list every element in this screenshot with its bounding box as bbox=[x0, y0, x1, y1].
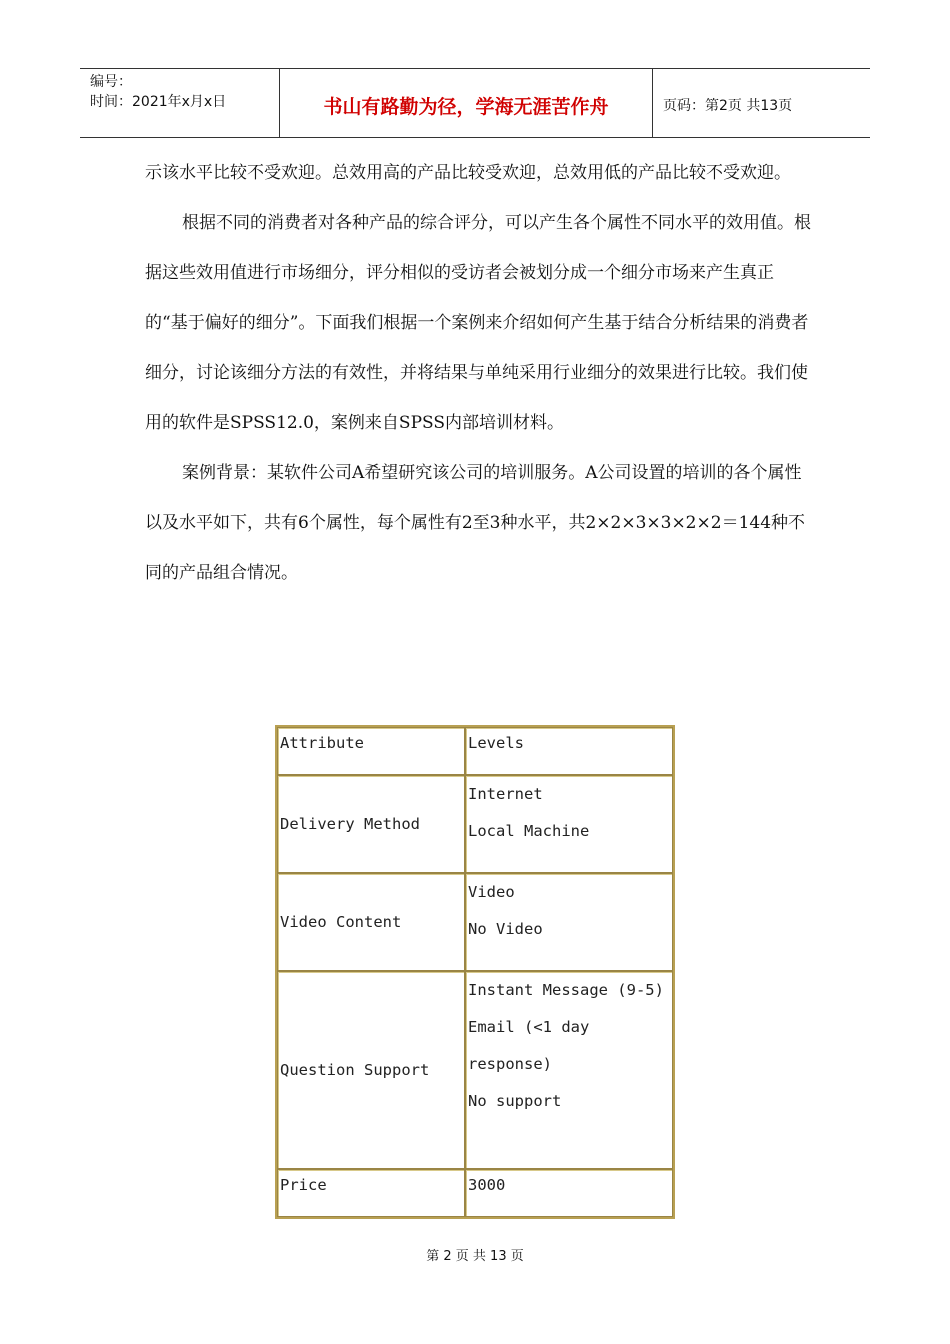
levels-cell: 3000 bbox=[465, 1169, 673, 1217]
attribute-cell: Price bbox=[277, 1169, 465, 1217]
paragraph-segmentation: 根据不同的消费者对各种产品的综合评分，可以产生各个属性不同水平的效用值。根据这些效用值进行市场细分，评分相似的受访者会被划分成一个细分市场来产生真正的“基于偏好的细分”。下面我们根据一个案例来介绍如何产生基于结合分析结果的消费者细分，讨论该细分方法的有效性，并将结果与单纯采用行业细分的效果进行比较。我们使用的软件是SPSS12.0，案例来自SPSS内部培训材料。 bbox=[145, 213, 811, 433]
attribute-cell: Delivery Method bbox=[277, 775, 465, 873]
table-row bbox=[277, 1169, 673, 1217]
paragraph-continuation: 示该水平比较不受欢迎。总效用高的产品比较受欢迎，总效用低的产品比较不受欢迎。 bbox=[145, 163, 791, 183]
table-header-levels: Levels bbox=[465, 727, 673, 775]
level-item: Instant Message (9-5) bbox=[468, 981, 664, 999]
level-item: Video bbox=[468, 883, 515, 901]
header-page-info: 页码：第2页 共13页 bbox=[663, 98, 793, 114]
page-header bbox=[80, 68, 870, 138]
level-item: Local Machine bbox=[468, 822, 590, 840]
header-meta bbox=[80, 69, 280, 137]
header-number-label: 编号： bbox=[90, 74, 132, 90]
table-header-attribute: Attribute bbox=[277, 727, 465, 775]
table-row bbox=[277, 775, 673, 873]
level-item: Internet bbox=[468, 785, 543, 803]
document-body bbox=[145, 148, 815, 598]
level-item: response) bbox=[468, 1055, 552, 1073]
page-footer: 第 2 页 共 13 页 bbox=[426, 1249, 524, 1264]
level-item: No support bbox=[468, 1092, 562, 1110]
levels-cell bbox=[465, 775, 673, 873]
table-row bbox=[277, 873, 673, 971]
table-row bbox=[277, 971, 673, 1169]
level-item: No Video bbox=[468, 920, 543, 938]
paragraph-case-background: 案例背景：某软件公司A希望研究该公司的培训服务。A公司设置的培训的各个属性以及水平如下，共有6个属性，每个属性有2至3种水平，共2×2×3×3×2×2＝144种不同的产品组合情况。 bbox=[145, 463, 806, 583]
attribute-cell: Video Content bbox=[277, 873, 465, 971]
attribute-levels-table bbox=[275, 725, 675, 1219]
level-item: Email (<1 day bbox=[468, 1018, 590, 1036]
header-motto: 书山有路勤为径，学海无涯苦作舟 bbox=[280, 69, 653, 137]
table-header-row bbox=[277, 727, 673, 775]
attribute-cell: Question Support bbox=[277, 971, 465, 1169]
levels-cell bbox=[465, 873, 673, 971]
levels-cell bbox=[465, 971, 673, 1169]
header-time-label: 时间：2021年x月x日 bbox=[90, 94, 227, 110]
